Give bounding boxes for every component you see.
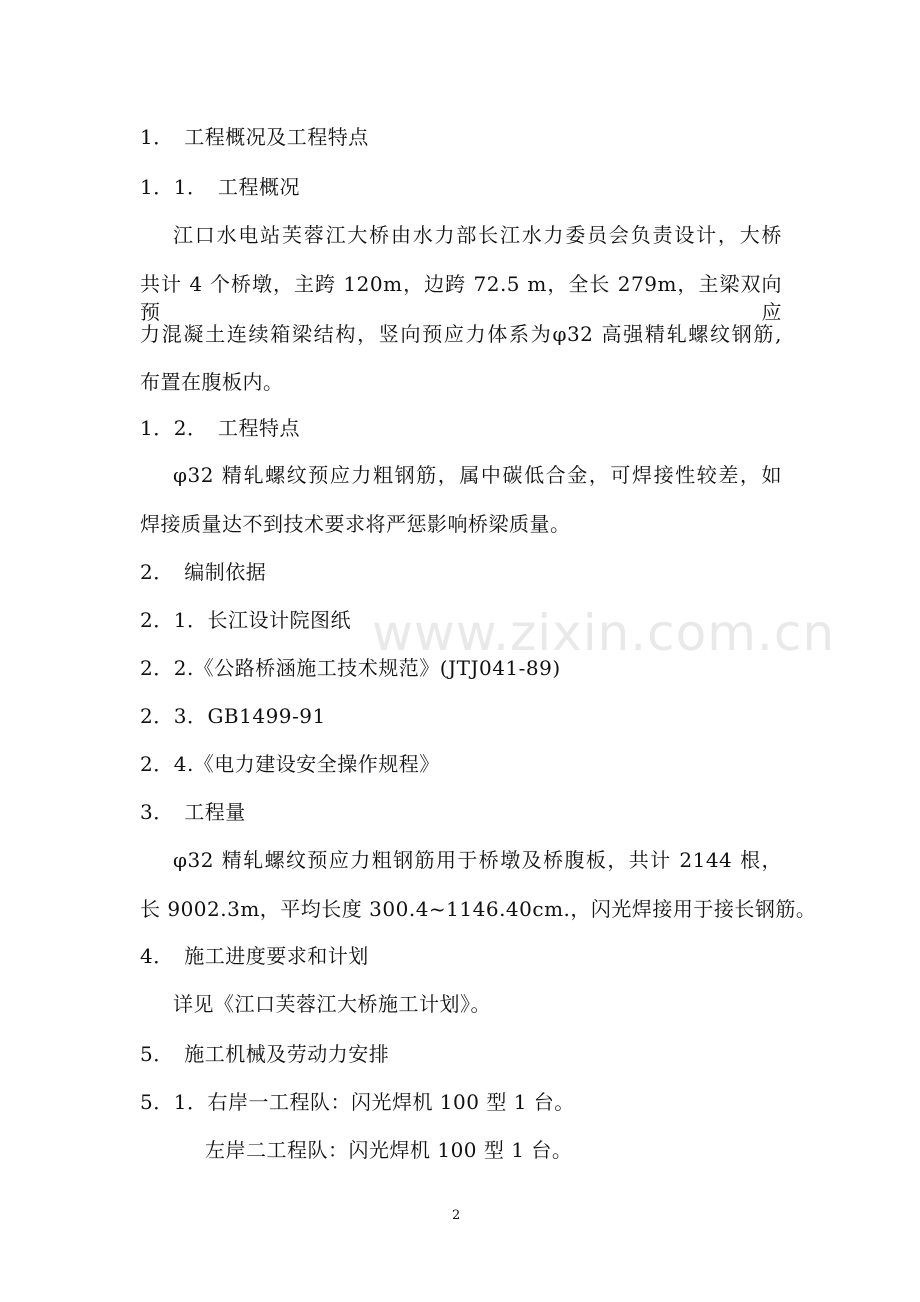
paragraph-line: 布置在腹板内。 (140, 370, 284, 394)
list-item: 2．1．长江设计院图纸 (140, 608, 351, 632)
paragraph-line: 江口水电站芙蓉江大桥由水力部长江水力委员会负责设计，大桥 (173, 223, 782, 247)
paragraph-line: 共计 4 个桥墩，主跨 120m，边跨 72.5 m，全长 279m，主梁双向预应 (140, 272, 782, 324)
heading-2: 2． 编制依据 (140, 560, 267, 584)
heading-1-1: 1．1． 工程概况 (140, 175, 300, 199)
list-item: 2．2.《公路桥涵施工技术规范》(JTJ041-89) (140, 656, 561, 680)
paragraph-line: φ32 精轧螺纹预应力粗钢筋，属中碳低合金，可焊接性较差，如 (173, 463, 782, 487)
list-item: 左岸二工程队：闪光焊机 100 型 1 台。 (205, 1138, 573, 1162)
heading-1-2: 1．2． 工程特点 (140, 416, 300, 440)
paragraph-line: 长 9002.3m，平均长度 300.4~1146.40cm.，闪光焊接用于接长钢筋。 (140, 897, 817, 921)
list-item: 2．3．GB1499-91 (140, 704, 326, 728)
heading-1: 1． 工程概况及工程特点 (140, 125, 369, 149)
page-number: 2 (452, 1208, 461, 1223)
heading-3: 3． 工程量 (140, 800, 246, 824)
paragraph-line: 焊接质量达不到技术要求将严惩影响桥梁质量。 (140, 512, 571, 536)
paragraph-line: 详见《江口芙蓉江大桥施工计划》。 (173, 992, 491, 1016)
heading-4: 4． 施工进度要求和计划 (140, 944, 369, 968)
list-item: 2．4.《电力建设安全操作规程》 (140, 752, 440, 776)
paragraph-line: 力混凝土连续箱梁结构，竖向预应力体系为φ32 高强精轧螺纹钢筋, (140, 322, 782, 346)
watermark: www.zixin.com.cn (372, 604, 836, 662)
paragraph-line: φ32 精轧螺纹预应力粗钢筋用于桥墩及桥腹板，共计 2144 根， (173, 848, 782, 872)
list-item: 5．1．右岸一工程队：闪光焊机 100 型 1 台。 (140, 1090, 575, 1114)
heading-5: 5． 施工机械及劳动力安排 (140, 1042, 390, 1066)
